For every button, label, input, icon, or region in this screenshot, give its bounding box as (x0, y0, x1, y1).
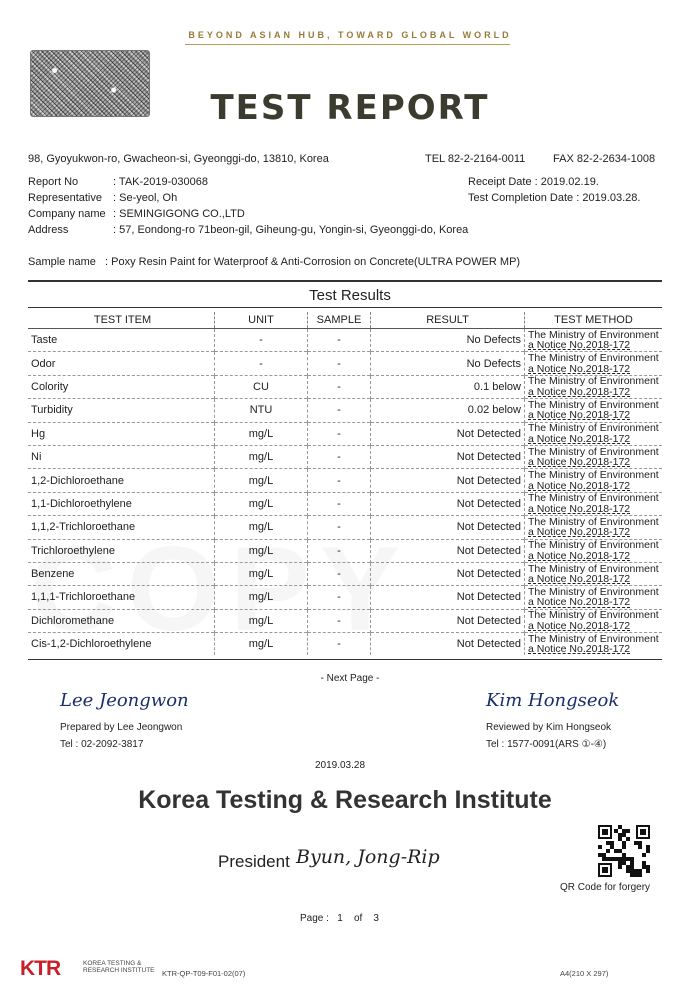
cell-test-item: Benzene (28, 562, 215, 585)
receipt-date: Receipt Date : 2019.02.19. (468, 176, 599, 188)
table-row (28, 422, 662, 445)
representative: : Se-yeol, Oh (113, 192, 178, 204)
method-line-2: a Notice No.2018-172 (528, 385, 631, 398)
table-row (28, 329, 662, 352)
representative-label: Representative (28, 192, 102, 204)
cell-test-method (525, 352, 663, 375)
table-row (28, 562, 662, 585)
cell-test-method (525, 329, 663, 352)
cell-test-method (525, 539, 663, 562)
cell-result: Not Detected (371, 422, 525, 445)
cell-result: Not Detected (371, 539, 525, 562)
cell-unit: mg/L (215, 422, 308, 445)
cell-unit: mg/L (215, 492, 308, 515)
lab-address: 98, Gyoyukwon-ro, Gwacheon-si, Gyeonggi-do, 13810, Korea (28, 153, 329, 165)
method-line-2: a Notice No.2018-172 (528, 502, 631, 515)
cell-result: Not Detected (371, 516, 525, 539)
cell-test-method (525, 469, 663, 492)
institute-name: Korea Testing & Research Institute (138, 786, 552, 814)
table-row (28, 539, 662, 562)
cell-unit: NTU (215, 399, 308, 422)
ktr-logo: KTR (20, 957, 61, 980)
table-row (28, 352, 662, 375)
method-line-2: a Notice No.2018-172 (528, 526, 631, 539)
cell-sample: - (308, 492, 371, 515)
th-result: RESULT (371, 312, 525, 329)
cell-sample: - (308, 609, 371, 632)
form-code: KTR-QP-T09-F01-02(07) (162, 969, 246, 978)
cell-result: Not Detected (371, 609, 525, 632)
page-current: 1 (337, 913, 343, 924)
cell-test-method (525, 516, 663, 539)
table-row (28, 375, 662, 398)
ktr-line-2: RESEARCH INSTITUTE (83, 967, 155, 974)
table-header-row (28, 312, 662, 329)
cell-test-item: 1,1,1-Trichloroethane (28, 586, 215, 609)
results-table (28, 312, 662, 655)
cell-result: No Defects (371, 352, 525, 375)
cell-sample: - (308, 539, 371, 562)
signature-lee: Lee Jeongwon (60, 690, 189, 711)
table-row (28, 516, 662, 539)
cell-unit: mg/L (215, 516, 308, 539)
table-row (28, 586, 662, 609)
method-line-1: The Ministry of Environment (528, 539, 659, 552)
cell-test-item: Ni (28, 445, 215, 468)
cell-test-item: Odor (28, 352, 215, 375)
table-row (28, 609, 662, 632)
cell-sample: - (308, 562, 371, 585)
president-signature: Byun, Jong-Rip (296, 846, 440, 868)
table-row (28, 469, 662, 492)
method-line-1: The Ministry of Environment (528, 562, 659, 575)
cell-result: 0.1 below (371, 375, 525, 398)
page-of: of (353, 913, 363, 924)
cell-unit: mg/L (215, 633, 308, 656)
cell-result: Not Detected (371, 633, 525, 656)
cell-result: Not Detected (371, 469, 525, 492)
th-test-method: TEST METHOD (525, 312, 663, 329)
method-line-1: The Ministry of Environment (528, 585, 659, 598)
results-top-rule (28, 280, 662, 282)
cell-test-item: Hg (28, 422, 215, 445)
cell-result: Not Detected (371, 492, 525, 515)
cell-unit: mg/L (215, 445, 308, 468)
table-row (28, 445, 662, 468)
table-row (28, 492, 662, 515)
th-sample: SAMPLE (308, 312, 371, 329)
qr-caption: QR Code for forgery (560, 882, 651, 893)
table-row (28, 399, 662, 422)
cell-unit: mg/L (215, 469, 308, 492)
page-label: Page : (300, 913, 329, 924)
method-line-2: a Notice No.2018-172 (528, 596, 631, 609)
cell-result: Not Detected (371, 586, 525, 609)
method-line-2: a Notice No.2018-172 (528, 643, 631, 656)
th-unit: UNIT (215, 312, 308, 329)
method-line-2: a Notice No.2018-172 (528, 409, 631, 422)
method-line-2: a Notice No.2018-172 (528, 573, 631, 586)
cell-sample: - (308, 516, 371, 539)
cell-test-item: Trichloroethylene (28, 539, 215, 562)
cell-sample: - (308, 399, 371, 422)
ktr-logo-text (83, 960, 155, 974)
cell-test-method (525, 375, 663, 398)
method-line-2: a Notice No.2018-172 (528, 549, 631, 562)
paper-size: A4(210 X 297) (560, 969, 609, 978)
cell-test-method (525, 399, 663, 422)
cell-test-method (525, 633, 663, 656)
cell-result: Not Detected (371, 445, 525, 468)
cell-sample: - (308, 633, 371, 656)
cell-sample: - (308, 329, 371, 352)
cell-test-item: 1,2-Dichloroethane (28, 469, 215, 492)
method-line-2: a Notice No.2018-172 (528, 619, 631, 632)
cell-test-method (525, 586, 663, 609)
results-title-rule (28, 307, 662, 308)
cell-test-item: Taste (28, 329, 215, 352)
company-label: Company name (28, 208, 106, 220)
results-bottom-rule (28, 659, 662, 660)
cell-sample: - (308, 352, 371, 375)
cell-test-method (525, 422, 663, 445)
method-line-1: The Ministry of Environment (528, 469, 659, 482)
slogan: BEYOND ASIAN HUB, TOWARD GLOBAL WORLD (188, 30, 512, 40)
method-line-1: The Ministry of Environment (528, 375, 659, 388)
method-line-2: a Notice No.2018-172 (528, 362, 631, 375)
cell-unit: mg/L (215, 586, 308, 609)
cell-test-item: 1,1-Dichloroethylene (28, 492, 215, 515)
cell-test-item: Turbidity (28, 399, 215, 422)
address-label: Address (28, 224, 69, 236)
lab-tel: TEL 82-2-2164-0011 (425, 153, 526, 165)
cell-sample: - (308, 422, 371, 445)
slogan-divider (185, 44, 510, 45)
cell-test-method (525, 492, 663, 515)
method-line-1: The Ministry of Environment (528, 445, 659, 458)
method-line-2: a Notice No.2018-172 (528, 432, 631, 445)
company-name: : SEMINGIGONG CO.,LTD (113, 208, 245, 220)
cell-sample: - (308, 586, 371, 609)
report-no-label: Report No (28, 176, 79, 188)
cell-result: 0.02 below (371, 399, 525, 422)
cell-result: Not Detected (371, 562, 525, 585)
cell-test-item: 1,1,2-Trichloroethane (28, 516, 215, 539)
lab-fax: FAX 82-2-2634-1008 (553, 153, 656, 165)
cell-unit: mg/L (215, 609, 308, 632)
reviewed-by: Reviewed by Kim Hongseok (486, 722, 612, 733)
page-title: TEST REPORT (210, 88, 490, 128)
cell-test-item: Colority (28, 375, 215, 398)
report-date: 2019.03.28 (314, 760, 366, 771)
cell-test-item: Dichloromethane (28, 609, 215, 632)
reviewed-tel: Tel : 1577-0091(ARS ①-④) (486, 739, 607, 750)
cell-unit: mg/L (215, 562, 308, 585)
method-line-1: The Ministry of Environment (528, 398, 659, 411)
cell-result: No Defects (371, 329, 525, 352)
page-counter (300, 913, 379, 924)
sample-name: : Poxy Resin Paint for Waterproof & Anti-Corrosion on Concrete(ULTRA POWER MP) (105, 256, 521, 268)
method-line-1: The Ministry of Environment (528, 632, 659, 645)
cell-sample: - (308, 469, 371, 492)
ktr-line-1: KOREA TESTING & (83, 960, 142, 967)
prepared-tel: Tel : 02-2092-3817 (60, 739, 144, 750)
method-line-2: a Notice No.2018-172 (528, 479, 631, 492)
report-no: : TAK-2019-030068 (113, 176, 208, 188)
cell-sample: - (308, 375, 371, 398)
table-row (28, 633, 662, 656)
method-line-1: The Ministry of Environment (528, 422, 659, 435)
next-page: - Next Page - (320, 673, 380, 684)
cell-unit: - (215, 352, 308, 375)
cell-unit: CU (215, 375, 308, 398)
cell-unit: - (215, 329, 308, 352)
method-line-2: a Notice No.2018-172 (528, 456, 631, 469)
cell-test-method (525, 445, 663, 468)
cell-unit: mg/L (215, 539, 308, 562)
sample-label: Sample name (28, 256, 96, 268)
signature-kim: Kim Hongseok (486, 690, 620, 711)
method-line-1: The Ministry of Environment (528, 492, 659, 505)
th-test-item: TEST ITEM (28, 312, 215, 329)
method-line-1: The Ministry of Environment (528, 515, 659, 528)
cell-test-method (525, 562, 663, 585)
cell-test-item: Cis-1,2-Dichloroethylene (28, 633, 215, 656)
method-line-1: The Ministry of Environment (528, 352, 659, 365)
prepared-by: Prepared by Lee Jeongwon (60, 722, 183, 733)
client-address: : 57, Eondong-ro 71beon-gil, Giheung-gu, Yongin-si, Gyeonggi-do, Korea (113, 224, 469, 236)
cell-test-method (525, 609, 663, 632)
page-total: 3 (373, 913, 379, 924)
cell-sample: - (308, 445, 371, 468)
qr-code-icon (598, 825, 650, 877)
method-line-2: a Notice No.2018-172 (528, 339, 631, 352)
results-title: Test Results (309, 287, 391, 304)
completion-date: Test Completion Date : 2019.03.28. (468, 192, 641, 204)
method-line-1: The Ministry of Environment (528, 609, 659, 622)
method-line-1: The Ministry of Environment (528, 328, 659, 341)
president-label: President (218, 852, 290, 871)
